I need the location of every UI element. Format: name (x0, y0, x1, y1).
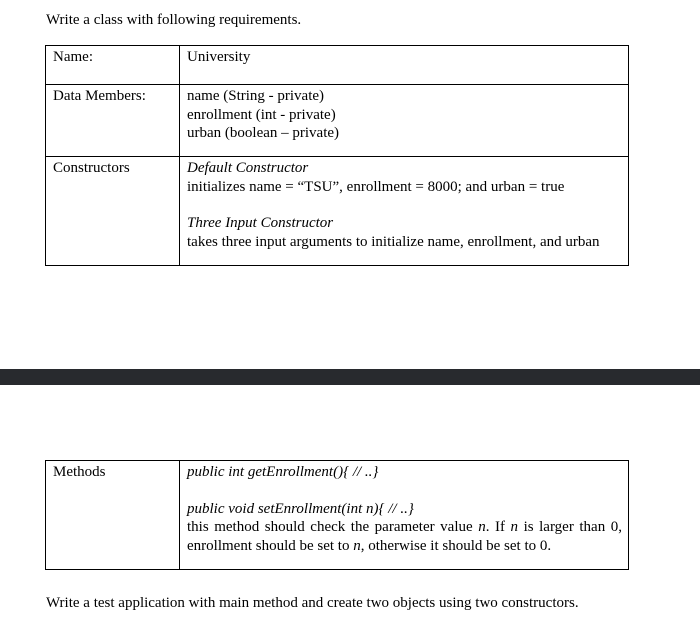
table-row-constructors (46, 157, 629, 266)
default-constructor-title: Default Constructor (187, 160, 309, 176)
set-enrollment-signature: public void setEnrollment(int n){ // ..} (187, 500, 414, 517)
instruction-heading: Write a class with following requirements. (46, 12, 302, 28)
class-name-value: University (180, 46, 629, 85)
member-urban: urban (boolean – private) (187, 125, 340, 141)
test-application-instruction: Write a test application with main method and create two objects using two constructors. (46, 595, 579, 611)
desc-part-a: this method should check the parameter value (187, 519, 473, 535)
methods-spec-table (45, 460, 629, 570)
name-label: Name: (46, 46, 180, 85)
desc-part-d: , otherwise it should be set to 0. (360, 537, 552, 554)
constructors-description (180, 157, 629, 266)
param-n: n (353, 537, 361, 554)
data-members-label: Data Members: (46, 85, 180, 157)
member-name: name (String - private) (187, 88, 325, 104)
get-enrollment-signature: public int getEnrollment(){ // ..} (187, 464, 379, 480)
spacer (187, 482, 622, 500)
table-row-name (46, 46, 629, 85)
screenshot-divider-bar (0, 369, 700, 385)
desc-part-b: . If (485, 519, 505, 535)
methods-description (180, 461, 629, 570)
spacer (187, 196, 622, 214)
param-n: n (510, 519, 519, 535)
methods-label: Methods (46, 461, 180, 570)
table-row-methods (46, 461, 629, 570)
table-row-data-members (46, 85, 629, 157)
member-enrollment: enrollment (int - private) (187, 106, 336, 123)
default-constructor-desc: initializes name = “TSU”, enrollment = 8000; and urban = true (187, 178, 565, 195)
desc-part-c: is larger than 0, enrollment should be set to (187, 519, 622, 554)
three-input-constructor-desc: takes three input arguments to initialize name, enrollment, and urban (187, 233, 600, 250)
constructors-label: Constructors (46, 157, 180, 266)
param-n: n (478, 519, 486, 535)
data-members-list (180, 85, 629, 157)
three-input-constructor-title: Three Input Constructor (187, 215, 334, 231)
set-enrollment-desc (187, 518, 622, 555)
class-spec-table (45, 45, 629, 266)
